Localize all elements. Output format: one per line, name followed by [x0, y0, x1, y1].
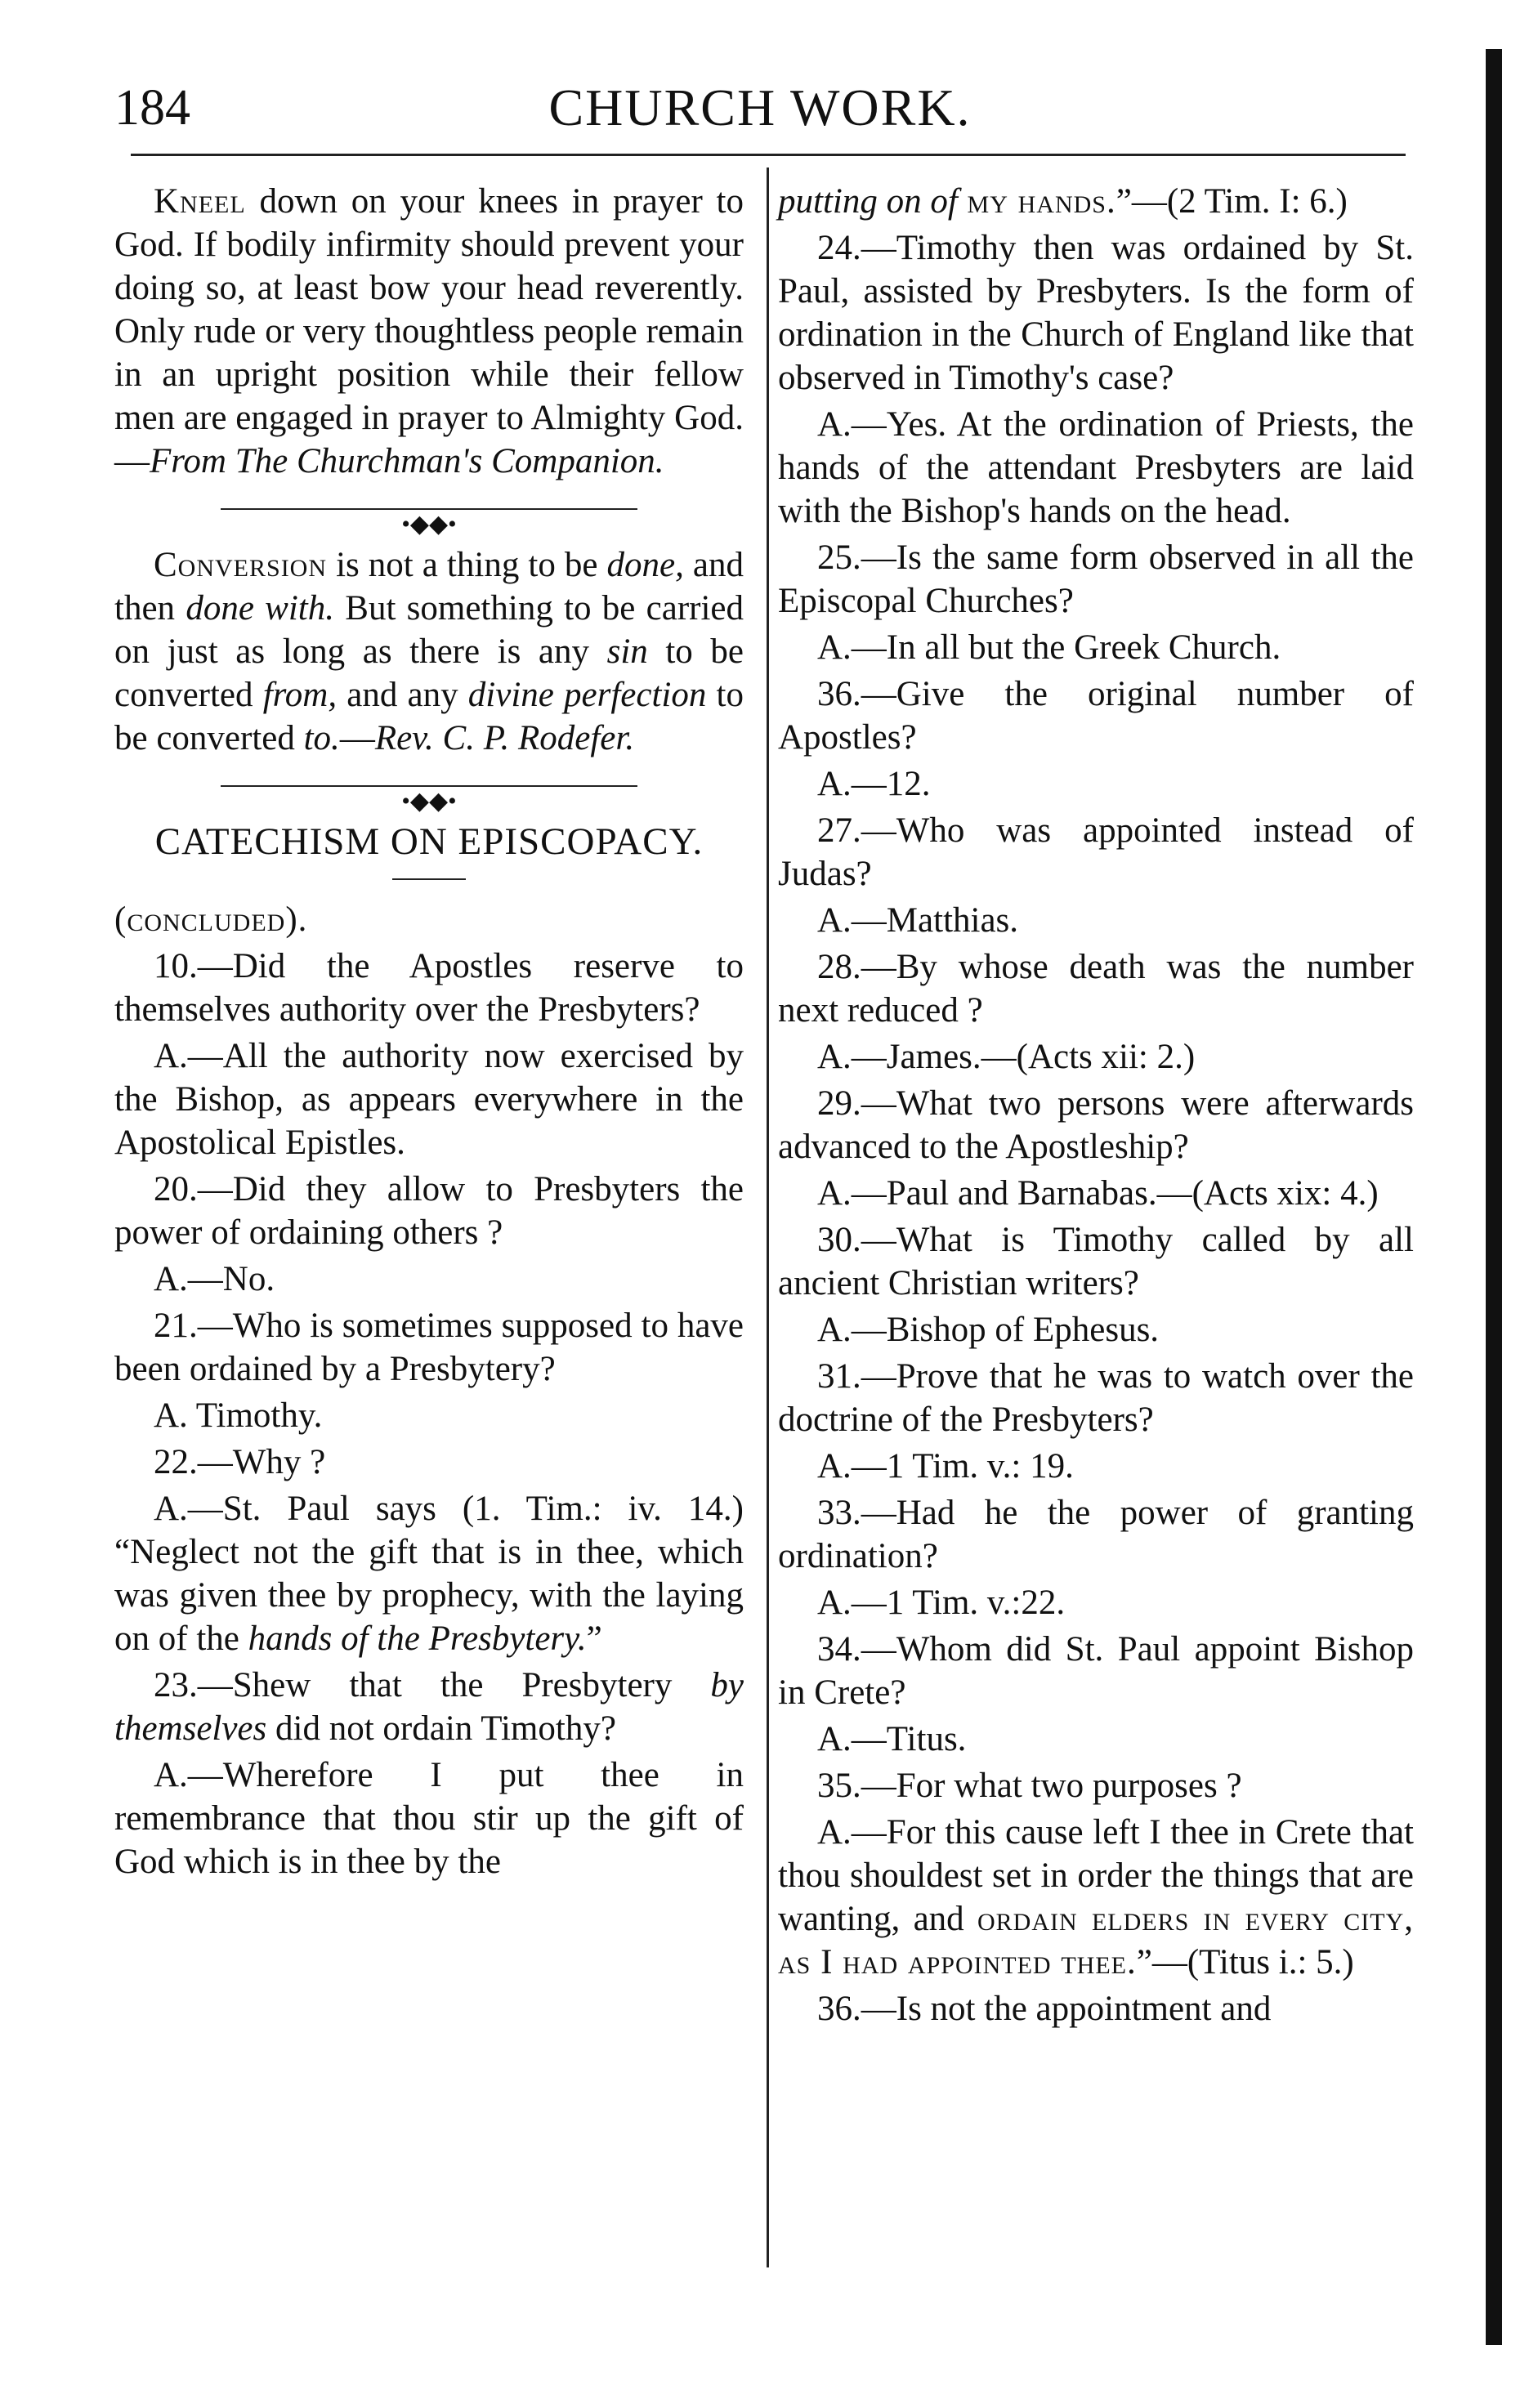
answer: A.—No.: [154, 1260, 275, 1298]
question: 10.—Did the Apostles reserve to themselves authority over the Presbyters?: [114, 947, 744, 1029]
right-column: [778, 180, 1414, 2034]
answer: [114, 1487, 744, 1660]
answer: [778, 1811, 1414, 1984]
ornament-divider: •◆◆•: [114, 499, 744, 519]
question: 21.—Who is sometimes supposed to have been ordained by a Presbytery?: [114, 1307, 744, 1388]
answer: A.—Bishop of Ephesus.: [817, 1311, 1160, 1349]
answer-text: ”—(Titus i.: 5.): [1136, 1943, 1354, 1981]
kneel-text: down on your knees in prayer to God. If bodily infirmity should prevent your doing so, at least bow your head reverently. Only rude or very thoughtless people remain in an upright position while their fellow men are engaged in prayer to Almighty God.—: [114, 182, 744, 480]
answer: A.—All the authority now exercised by the Bishop, as appears everywhere in the Apostolical Epistles.: [114, 1037, 744, 1162]
conversion-source: Rev. C. P. Rodefer.: [374, 719, 635, 757]
conversion-italic: sin: [606, 632, 648, 671]
answer: A.—In all but the Greek Church.: [817, 628, 1281, 667]
question-italic: by themselves: [114, 1666, 744, 1748]
kneel-paragraph: [114, 180, 744, 483]
conversion-italic: to.: [303, 719, 340, 757]
question: 27.—Who was appointed instead of Judas?: [778, 811, 1414, 893]
question: 35.—For what two purposes ?: [817, 1767, 1242, 1805]
answer: A.—1 Tim. v.:22.: [817, 1584, 1066, 1622]
answer-text: ”—(2 Tim. I: 6.): [1115, 182, 1348, 221]
conversion-lead: Conversion: [154, 546, 328, 584]
conversion-text: and then: [114, 546, 744, 628]
answer: A.—Wherefore I put thee in remembrance that thou stir up the gift of God which is in thee by the: [114, 1756, 744, 1881]
question: 36.—Give the original number of Apostles?: [778, 675, 1414, 757]
conversion-text: to be converted: [114, 676, 744, 757]
answer-text: ”: [586, 1619, 602, 1658]
conversion-italic: done,: [606, 546, 684, 584]
question: 28.—By whose death was the number next reduced ?: [778, 948, 1414, 1030]
conversion-text: is not a thing to be: [327, 546, 607, 584]
question: 31.—Prove that he was to watch over the doctrine of the Presbyters?: [778, 1357, 1414, 1439]
answer: A.—Yes. At the ordination of Priests, the hands of the attendant Presbyters are laid with the Bishop's hands on the head.: [778, 405, 1414, 530]
question: 24.—Timothy then was ordained by St. Paul, assisted by Presbyters. Is the form of ordination in the Church of England like that observed in Timothy's case?: [778, 229, 1414, 397]
conversion-italic: divine perfection: [467, 676, 707, 714]
page-header: [114, 75, 1406, 141]
answer: A.—James.—(Acts xii: 2.): [817, 1038, 1196, 1076]
kneel-source: From The Churchman's Companion.: [150, 442, 664, 480]
answer: A.—12.: [817, 765, 931, 803]
question: 33.—Had he the power of granting ordination?: [778, 1494, 1414, 1575]
column-divider: [767, 168, 769, 2267]
conversion-text: —: [339, 719, 375, 757]
question: 20.—Did they allow to Presbyters the power of ordaining others ?: [114, 1170, 744, 1252]
conversion-italic: from,: [262, 676, 338, 714]
answer-smallcaps: ordain elders in every city, as I had appointed thee.: [778, 1900, 1414, 1981]
question: 36.—Is not the appointment and: [817, 1990, 1272, 2028]
question: 34.—Whom did St. Paul appoint Bishop in Crete?: [778, 1630, 1414, 1712]
running-head: CHURCH WORK.: [548, 78, 972, 136]
section-title: CATECHISM ON EPISCOPACY.: [154, 820, 704, 863]
answer: A. Timothy.: [154, 1396, 323, 1435]
answer: A.—Titus.: [817, 1720, 967, 1758]
conversion-text: to be converted: [114, 632, 744, 714]
answer: A.—Paul and Barnabas.—(Acts xix: 4.): [817, 1174, 1379, 1213]
page-number: 184: [114, 80, 190, 136]
conversion-italic: done with.: [186, 589, 334, 628]
answer-text: A.—St. Paul says (1. Tim.: iv. 14.) “Neglect not the gift that is in thee, which was given thee by prophecy, with the laying on of the: [114, 1490, 744, 1658]
left-column: [114, 180, 744, 1887]
conversion-text: But something to be carried on just as long as there is any: [114, 589, 744, 671]
kneel-lead: Kneel: [154, 182, 246, 221]
answer-smallcaps: my hands.: [957, 182, 1116, 221]
question-text: 23.—Shew that the Presbytery: [154, 1666, 711, 1704]
conversion-paragraph: [114, 543, 744, 760]
question: 30.—What is Timothy called by all ancient Christian writers?: [778, 1221, 1414, 1302]
ornament-divider: •◆◆•: [114, 776, 744, 796]
header-rule: [131, 154, 1406, 156]
conversion-text: and any: [337, 676, 468, 714]
short-rule: [392, 878, 466, 880]
answer-italic: hands of the Presbytery.: [248, 1619, 587, 1658]
page-edge-bar: [1486, 49, 1502, 2345]
question: 22.—Why ?: [154, 1443, 326, 1481]
question: 29.—What two persons were afterwards advanced to the Apostleship?: [778, 1084, 1414, 1166]
answer: A.—1 Tim. v.: 19.: [817, 1447, 1074, 1485]
question: [114, 1664, 744, 1750]
section-subtitle: (concluded).: [114, 900, 308, 939]
answer-text: A.—For this cause left I thee in Crete that thou shouldest set in order the things that are wanting, and: [778, 1813, 1414, 1938]
answer: A.—Matthias.: [817, 901, 1019, 940]
answer-italic: putting on of: [778, 182, 958, 221]
answer-continued: [778, 180, 1414, 223]
question: 25.—Is the same form observed in all the Episcopal Churches?: [778, 538, 1414, 620]
question-text: did not ordain Timothy?: [266, 1709, 616, 1748]
